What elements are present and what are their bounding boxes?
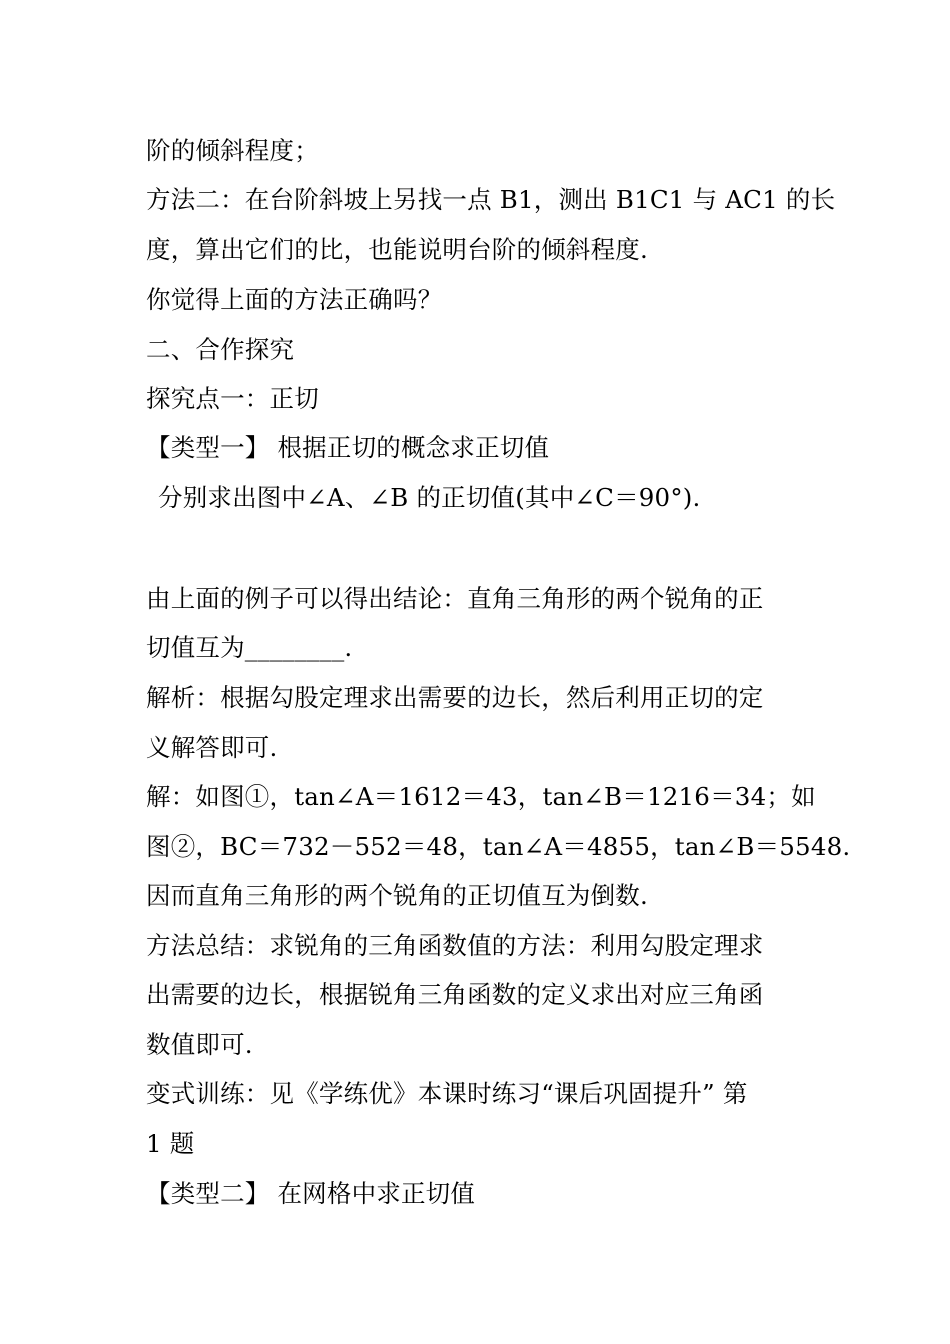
- variant-training: 变式训练：见《学练优》本课时练习“课后巩固提升” 第: [146, 1079, 748, 1108]
- solution-text: 解：如图①，tan∠A＝1612＝43，tan∠B＝1216＝34；如: [146, 782, 816, 811]
- text-line: 由上面的例子可以得出结论：直角三角形的两个锐角的正: [146, 584, 764, 613]
- text-line: 阶的倾斜程度；: [146, 136, 319, 165]
- method-summary: 出需要的边长，根据锐角三角函数的定义求出对应三角函: [146, 980, 764, 1009]
- section-heading: 二、合作探究: [146, 335, 295, 364]
- solution-text: 图②，BC＝732－552＝48，tan∠A＝4855，tan∠B＝5548.: [146, 832, 851, 861]
- text-line: 方法二：在台阶斜坡上另找一点 B1，测出 B1C1 与 AC1 的长: [146, 185, 836, 214]
- text-line: 你觉得上面的方法正确吗？: [146, 285, 443, 314]
- text-line: 切值互为________.: [146, 633, 353, 662]
- analysis-text: 解析：根据勾股定理求出需要的边长，然后利用正切的定: [146, 683, 764, 712]
- method-summary: 数值即可.: [146, 1030, 253, 1059]
- type-heading: 【类型二】 在网格中求正切值: [146, 1179, 476, 1208]
- variant-training: 1 题: [146, 1129, 195, 1158]
- analysis-text: 义解答即可.: [146, 733, 278, 762]
- type-heading: 【类型一】 根据正切的概念求正切值: [146, 433, 550, 462]
- text-line: 度，算出它们的比，也能说明台阶的倾斜程度.: [146, 235, 648, 264]
- problem-statement: 分别求出图中∠A、∠B 的正切值(其中∠C＝90°).: [158, 483, 701, 512]
- solution-text: 因而直角三角形的两个锐角的正切值互为倒数.: [146, 881, 648, 910]
- method-summary: 方法总结：求锐角的三角函数值的方法：利用勾股定理求: [146, 931, 764, 960]
- subsection-heading: 探究点一：正切: [146, 384, 319, 413]
